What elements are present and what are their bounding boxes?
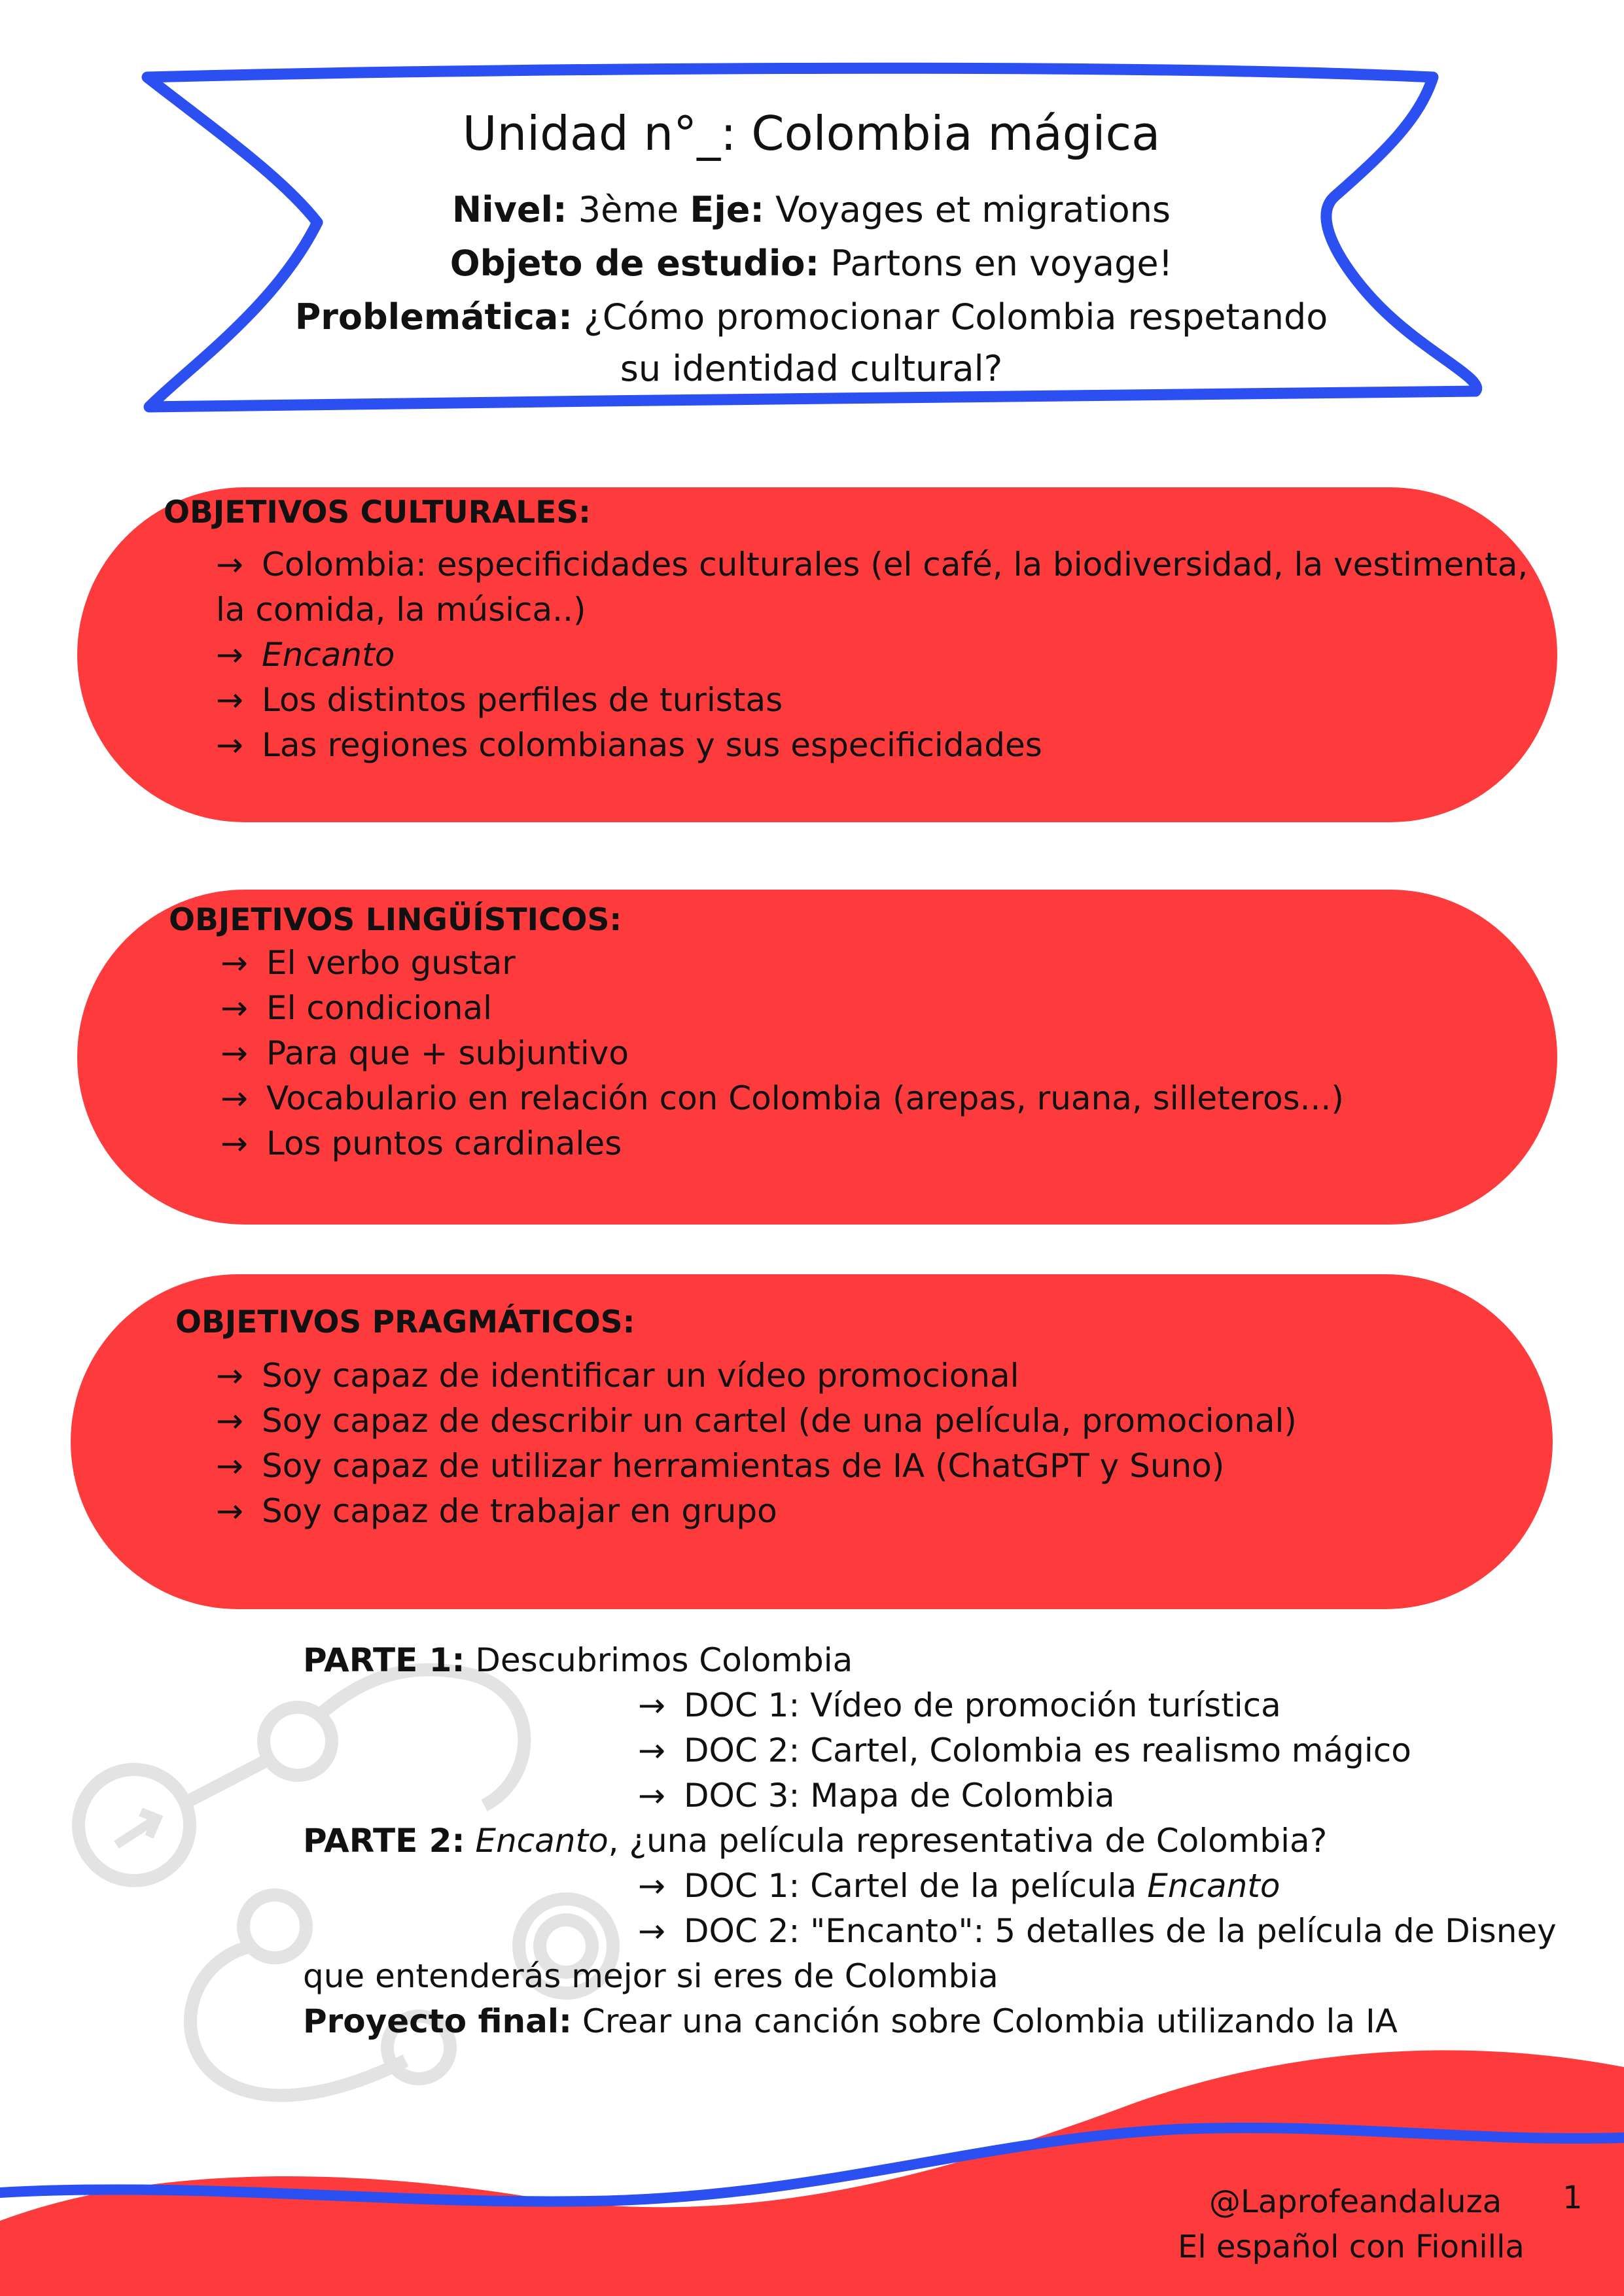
problematica-text-2: su identidad cultural? (620, 348, 1003, 389)
arrow-icon: → (221, 989, 248, 1027)
nivel-value: 3ème (578, 189, 679, 230)
pragmaticos-item-1: → Soy capaz de identificar un vídeo promocional (216, 1353, 1019, 1399)
parte-2-doc-2-cont: que entenderás mejor si eres de Colombia (303, 1957, 998, 1995)
arrow-icon: → (216, 546, 243, 583)
arrow-icon: → (221, 944, 248, 982)
culturales-item-2: → Encanto (216, 632, 395, 678)
objeto-value: Partons en voyage! (830, 243, 1173, 284)
pragmaticos-item-3: → Soy capaz de utilizar herramientas de IA (ChatGPT y Suno) (216, 1443, 1224, 1489)
footer-brand: El español con Fionilla (1178, 2229, 1525, 2265)
arrow-icon: → (638, 1686, 665, 1724)
culturales-heading: OBJETIVOS CULTURALES: (164, 495, 591, 531)
footer-handle: @Laprofeandaluza (1209, 2183, 1502, 2220)
arrow-icon: → (216, 681, 243, 719)
linguisticos-heading: OBJETIVOS LINGÜÍSTICOS: (169, 902, 622, 938)
header-problematica-line (131, 291, 1492, 343)
eje-label: Eje: (690, 189, 764, 230)
header-objeto-line (131, 237, 1492, 290)
linguisticos-item-5: → Los puntos cardinales (221, 1121, 622, 1166)
culturales-item-1-cont: la comida, la música..) (216, 591, 586, 629)
arrow-icon: → (221, 1034, 248, 1072)
pragmaticos-item-4: → Soy capaz de trabajar en grupo (216, 1488, 777, 1534)
parte-2-heading: PARTE 2: Encanto, ¿una película representativa de Colombia? (303, 1822, 1328, 1860)
arrow-icon: → (216, 1447, 243, 1485)
arrow-icon: → (638, 1777, 665, 1815)
culturales-item-3: → Los distintos perfiles de turistas (216, 677, 783, 723)
parte-1-doc-3: → DOC 3: Mapa de Colombia (638, 1773, 1115, 1818)
problematica-label: Problemática: (294, 296, 573, 338)
linguisticos-item-2: → El condicional (221, 985, 492, 1031)
eje-value: Voyages et migrations (775, 189, 1171, 230)
arrow-icon: → (638, 1912, 665, 1950)
objeto-label: Objeto de estudio: (450, 243, 820, 284)
arrow-icon: → (216, 1402, 243, 1440)
arrow-icon: → (638, 1867, 665, 1905)
pragmaticos-item-2: → Soy capaz de describir un cartel (de una película, promocional) (216, 1398, 1297, 1444)
pragmaticos-heading: OBJETIVOS PRAGMÁTICOS: (175, 1304, 635, 1340)
linguisticos-item-1: → El verbo gustar (221, 940, 516, 986)
culturales-item-4: → Las regiones colombianas y sus especificidades (216, 722, 1042, 768)
parte-1-heading: PARTE 1: Descubrimos Colombia (303, 1641, 853, 1679)
parte-2-doc-2: → DOC 2: "Encanto": 5 detalles de la película de Disney (638, 1909, 1557, 1954)
parte-1-doc-1: → DOC 1: Vídeo de promoción turística (638, 1683, 1281, 1728)
unit-title: Unidad n°_: Colombia mágica (462, 106, 1161, 161)
arrow-icon: → (216, 1492, 243, 1530)
linguisticos-item-3: → Para que + subjuntivo (221, 1030, 629, 1076)
arrow-icon: → (638, 1731, 665, 1769)
proyecto-final: Proyecto final: Crear una canción sobre Colombia utilizando la IA (303, 2002, 1398, 2040)
arrow-icon: → (221, 1079, 248, 1117)
parte-1-doc-2: → DOC 2: Cartel, Colombia es realismo mágico (638, 1728, 1411, 1773)
linguisticos-item-4: → Vocabulario en relación con Colombia (arepas, ruana, silleteros...) (221, 1075, 1344, 1121)
arrow-icon: → (216, 636, 243, 674)
problematica-text-1: ¿Cómo promocionar Colombia respetando (584, 296, 1328, 338)
arrow-icon: → (216, 726, 243, 764)
page-number: 1 (1562, 2180, 1583, 2216)
header-level-axis-line (131, 184, 1492, 236)
parte-2-doc-1: → DOC 1: Cartel de la película Encanto (638, 1864, 1280, 1909)
arrow-icon: → (221, 1124, 248, 1162)
culturales-item-1: → Colombia: especificidades culturales (el café, la biodiversidad, la vestimenta, (216, 542, 1528, 587)
arrow-icon: → (216, 1357, 243, 1395)
nivel-label: Nivel: (451, 189, 567, 230)
